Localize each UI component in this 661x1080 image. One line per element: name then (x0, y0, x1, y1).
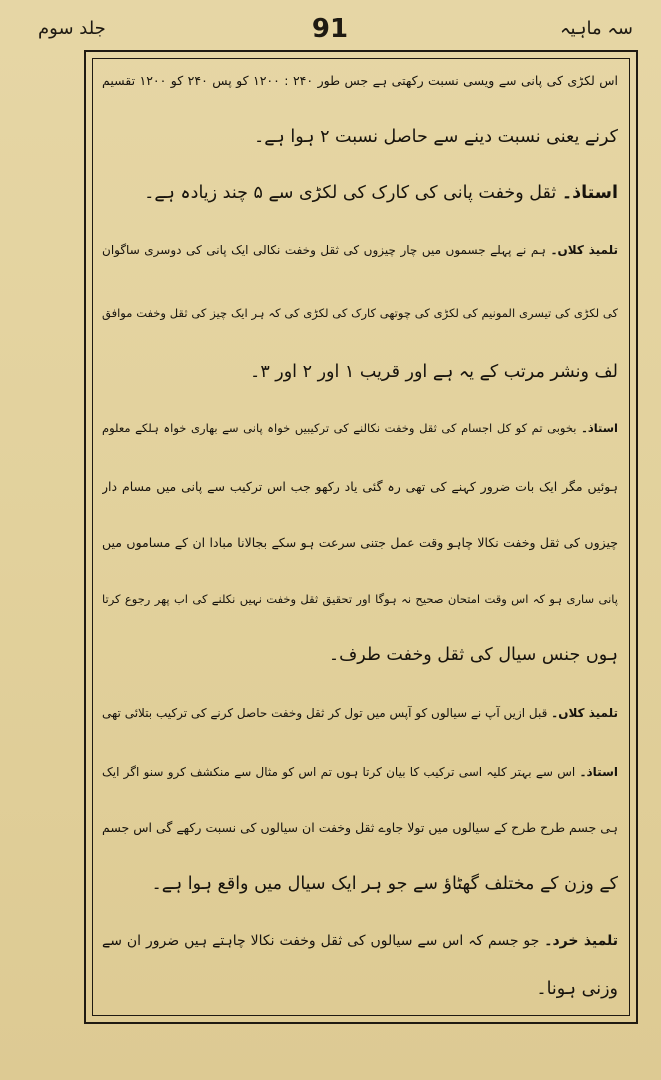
line-text: ثقل وخفت پانی کی کارک کی لکڑی سے ۵ چند زیادہ ہے۔ (144, 183, 557, 203)
speaker-label: استاذ۔ (581, 421, 618, 435)
speaker-label: تلمیذ کلاں۔ (550, 243, 618, 257)
line-text: قبل ازیں آپ نے سیالوں کو آپس میں تول کر ثقل وخفت حاصل کرنے کی ترکیب بتلائی تھی (102, 706, 548, 720)
line-text: پانی ساری ہو کہ اس وقت امتحان صحیح نہ ہوگا اور تحقیق ثقل وخفت نہیں نکلنے کی اب پھر رجوع کرتا (102, 592, 618, 606)
header-volume: جلد سوم (38, 18, 106, 39)
text-line (102, 755, 618, 789)
line-text: لف ونشر مرتب کے یہ ہے اور قریب ۱ اور ۲ اور ۳۔ (250, 362, 618, 382)
text-line (102, 582, 618, 616)
speaker-label: استاذ۔ (579, 765, 618, 779)
text-line (102, 526, 618, 560)
line-text: اس سے بہتر کلیہ اسی ترکیب کا بیان کرتا ہوں تم اس کو مثال سے منکشف کرو سنو اگر ایک (102, 765, 576, 779)
line-text: وزنی ہونا۔ (536, 979, 618, 999)
page-text-block (98, 62, 622, 1012)
text-line (102, 64, 618, 98)
text-line (102, 470, 618, 504)
text-line (102, 296, 618, 330)
text-line (102, 811, 618, 845)
text-line (102, 233, 618, 267)
line-text: بخوبی تم کو کل اجسام کی ثقل وخفت نکالنے کی ترکیبیں خواہ پانی سے بھاری خواہ ہلکے معلوم (102, 421, 577, 435)
speaker-label: استاذ۔ (561, 183, 618, 203)
line-text: ہوں جنس سیال کی ثقل وخفت طرف۔ (328, 645, 618, 665)
line-text: ہوئیں مگر ایک بات ضرور کہنے کی تھی رہ گئی یاد رکھو جب اس ترکیب سے پانی میں مسام دار (102, 479, 618, 494)
speaker-label: تلمیذ خرد۔ (544, 933, 618, 949)
text-line (102, 867, 618, 901)
speaker-label: تلمیذ کلاں۔ (551, 706, 618, 720)
page-header (0, 14, 661, 54)
line-text: ہم نے پہلے جسموں میں چار چیزوں کی ثقل وخفت نکالی ایک پانی کی دوسری ساگوان (102, 243, 546, 257)
line-text: چیزوں کی ثقل وخفت نکالا چاہو وقت عمل جتنی سرعت ہو سکے بجالانا مبادا ان کے مساموں میں (102, 535, 618, 550)
text-line (102, 176, 618, 210)
line-text: ہی جسم طرح طرح کے سیالوں میں تولا جاوے ثقل وخفت ان سیالوں کی نسبت رکھے گی اس جسم (102, 820, 618, 835)
line-text: اس لکڑی کی پانی سے ویسی نسبت رکھتی ہے جس طور ۲۴۰ : ۱۲۰۰ کو پس ۲۴۰ کو ۱۲۰۰ تقسیم (102, 73, 618, 88)
line-text: کرنے یعنی نسبت دینے سے حاصل نسبت ۲ ہوا ہے۔ (254, 127, 618, 147)
line-text: جو جسم کہ اس سے سیالوں کی ثقل وخفت نکالا چاہتے ہیں ضرور ان سے (102, 933, 540, 949)
text-line (102, 638, 618, 672)
line-text: کے وزن کے مختلف گھٹاؤ سے جو ہر ایک سیال میں واقع ہوا ہے۔ (151, 874, 618, 894)
text-line (102, 355, 618, 389)
text-line (102, 411, 618, 445)
header-journal-name: سہ ماہیہ (559, 18, 633, 39)
page-number: 91 (311, 14, 349, 44)
text-line (102, 972, 618, 1006)
text-line (102, 696, 618, 730)
line-text: کی لکڑی کی تیسری المونیم کی لکڑی کی چوتھی کارک کی لکڑی کی کہ ہر ایک چیز کی ثقل وخفت موافق (102, 306, 618, 320)
text-line (102, 120, 618, 154)
text-line (102, 924, 618, 958)
